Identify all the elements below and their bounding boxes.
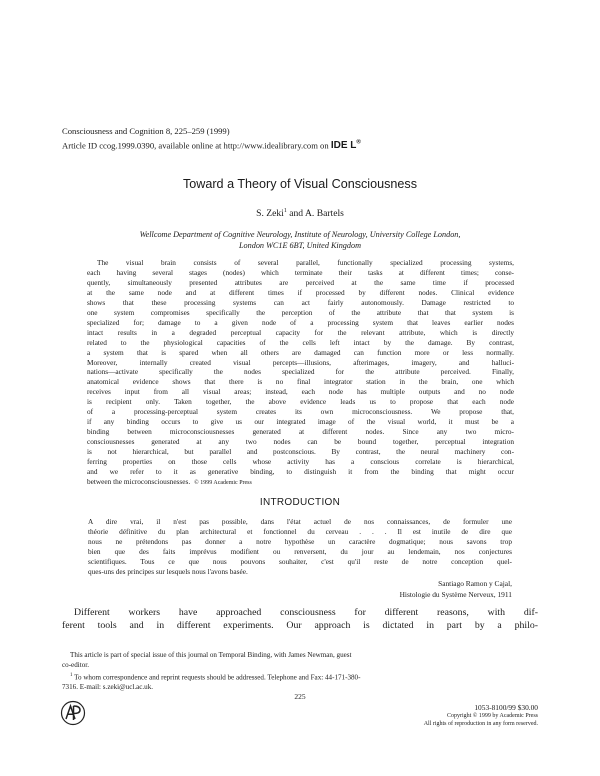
rights-block: 1053-8100/99 $30.00 Copyright © 1999 by Academic Press All rights of reproduction in any form reserved.: [423, 703, 538, 727]
ideal-logo: IDE L®: [330, 140, 361, 152]
footnote-special-issue: This article is part of special issue of this journal on Temporal Binding, with James Newman, guest co-editor.: [62, 651, 352, 669]
abstract: The visual brain consists of several parallel, functionally specialized processing systems, each having several stages (nodes) which terminate their tasks at different times; conse- quently, simultaneously presented attributes are perceived at the same time if processed at the same node and at different times if processed by different nodes. Clinical evidence shows that these processing systems can act fairly autonomously. Damage restricted to one system compromises specifically the perception of the attribute that that system is specialized for; damage to a given node of a processing system that leaves earlier nodes intact results in a degraded perceptual capacity for the relevant attribute, which is directly related to the physiological capacities of the cells left intact by the damage. By contrast, a system that is spared when all others are damaged can function more or less normally. Moreover, internally created visual percepts—illusions, afterimages, imagery, and halluci- nations—activate specifically the nodes specialized for the attribute perceived. Finally, anatomical evidence shows that there is no final integrator station in the brain, one which receives input from all visual areas; instead, each node has multiple outputs and no node is recipient only. Taken together, the above evidence leads us to propose that each node of a processing-perceptual system creates its own microconsciousness. We propose that, if any binding occurs to give us our integrated image of the visual world, it must be a binding between microconsciousnesses generated at different nodes. Since any two micro- consciousnesses generated at any two nodes can be bound together, perceptual integration is not hierarchical, but parallel and postconscious. By contrast, the neural machinery con- ferring properties on those cells whose activity has a conscious correlate is hierarchical, and we refer to it as generative binding, to distinguish it from the binding that might occur between the microconsciousnesses. © 1999 Academic Press: [87, 258, 514, 486]
abstract-copyright: © 1999 Academic Press: [194, 479, 252, 486]
section-heading-introduction: INTRODUCTION: [259, 497, 341, 508]
footnote-correspondence: $^1$ To whom correspondence and reprint requests should be addressed. Telephone and Fax: 44-171-380- 7316. E-mail: s.zeki@ucl.ac.uk.: [62, 673, 361, 691]
paper-title: Toward a Theory of Visual Consciousness: [182, 177, 418, 191]
page-number: 225: [294, 692, 306, 701]
epigraph-attribution: Santiago Ramon y Cajal, Histologie du Système Nerveux, 1911: [399, 579, 512, 599]
body-text: Different workers have approached consciousness for different reasons, with dif- ferent tools and in different experiments. Our approach is dictated in part by a philo-: [62, 607, 538, 631]
academic-press-logo-icon: [60, 700, 86, 726]
epigraph-quote: A dire vrai, il n'est pas possible, dans l'état actuel de nos connaissances, de formuler une théorie définitive du plan architectural et fonctionnel du cerveau . . . Il est inutile de dire que nous ne prétendons pas donner a notre hypothèse un caractère dogmatique; nous savons trop bien que des faits imprévus modifient ou renversent, du jour au lendemain, nos conjectures scientifiques. Tous ce que nous pouvons souhaiter, c'est qu'il reste de notre conception quel- ques-uns des principes sur lesquels nous l'avons basée.: [88, 517, 512, 576]
journal-citation: Consciousness and Cognition 8, 225–259 (1999): [62, 126, 230, 136]
affiliation: Wellcome Department of Cognitive Neurology, Institute of Neurology, University College London, London WC1E 6BT, United Kingdom: [139, 230, 461, 250]
article-id-line: Article ID ccog.1999.0390, available online at http://www.idealibrary.com on IDE L®: [62, 140, 361, 152]
authors: S. Zeki$^1$ and A. Bartels: [256, 208, 344, 220]
